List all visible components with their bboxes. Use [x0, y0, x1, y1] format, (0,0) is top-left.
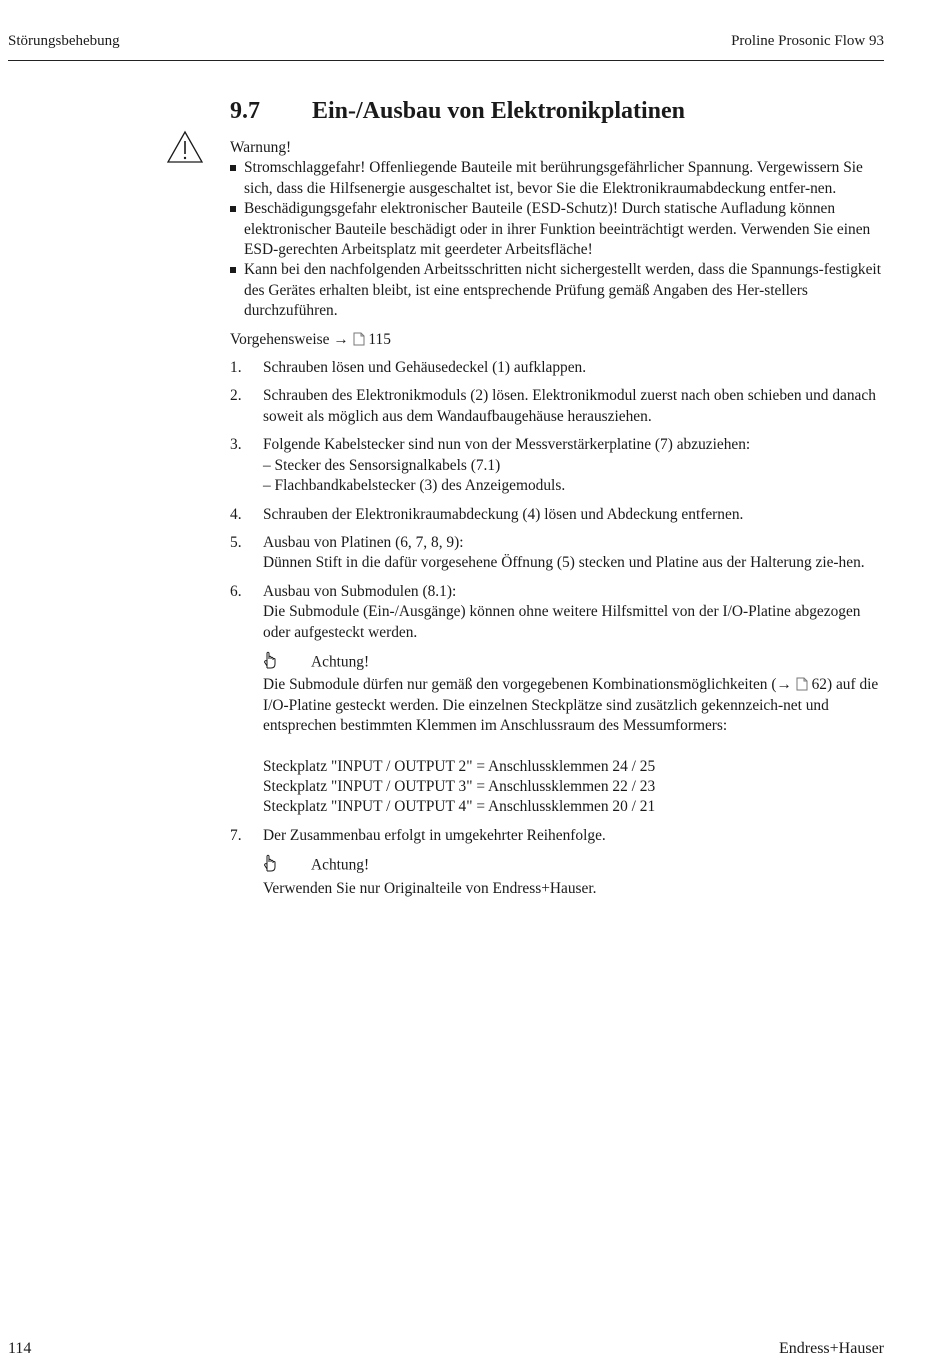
caution-label: Achtung! — [311, 856, 370, 874]
pointing-hand-icon — [263, 854, 311, 878]
step-item: 6. Ausbau von Submodulen (8.1): Die Submodule (Ein-/Ausgänge) können ohne weitere Hilfsmittel von der I/O-Platine abgezogen oder aufgesteckt werden. Achtung! Die Submodule dürfen nur gemäß den vorgegebenen Kombinationsmöglichkeiten (→ 62) auf die I/O-Platine gesteckt werden. Die einzelnen Steckplätze sind zusätzlich gekennzeich-net und entsprechen bestimmten Klemmen im Anschlussraum des Messumformers: Steckplatz "INPUT / OUTPUT 2" = Anschlussklemmen 24 / 25 Steckplatz "INPUT / OUTPUT 3" = Anschlussklemmen 22 / 23 Steckplatz "INPUT / OUTPUT 4" = Anschlussklemmen 20 / 21 — [230, 582, 885, 818]
warning-item: Kann bei den nachfolgenden Arbeitsschritten nicht sichergestellt werden, dass die Spannungs-festigkeit des Gerätes erhalten bleibt, ist eine entsprechende Prüfung gemäß Angaben des Her-stellers durchzuführen. — [230, 260, 885, 321]
page-reference-link[interactable]: 62 — [811, 676, 827, 694]
slot-mapping: Steckplatz "INPUT / OUTPUT 4" = Anschlussklemmen 20 / 21 — [263, 798, 656, 816]
header-product: Proline Prosonic Flow 93 — [731, 33, 884, 49]
sub-item: – Flachbandkabelstecker (3) des Anzeigemoduls. — [263, 477, 566, 495]
slot-mapping: Steckplatz "INPUT / OUTPUT 3" = Anschlussklemmen 22 / 23 — [263, 777, 656, 795]
bullet-square-icon — [230, 206, 236, 212]
warning-item: Beschädigungsgefahr elektronischer Bauteile (ESD-Schutz)! Durch statische Aufladung können elektronischer Bauteile beschädigt oder in ihrer Funktion beeinträchtigt werden. Verwenden Sie einen ESD-gerechten Arbeitsplatz mit geerdeter Arbeitsfläche! — [230, 199, 885, 260]
step-item: 2. Schrauben des Elektronikmoduls (2) lösen. Elektronikmodul zuerst nach oben schieben und danach soweit als möglich aus dem Wandaufbaugehäuse herausziehen. — [230, 387, 876, 425]
step-item: 5. Ausbau von Platinen (6, 7, 8, 9): Dünnen Stift in die dafür vorgesehene Öffnung (5) stecken und Platine aus der Halterung zie-hen. — [230, 533, 865, 572]
caution-note: Achtung! Die Submodule dürfen nur gemäß den vorgegebenen Kombinationsmöglichkeiten (→ 62) auf die I/O-Platine gesteckt werden. Die einzelnen Steckplätze sind zusätzlich gekennzeich-net und entsprechen bestimmten Klemmen im Anschlussraum des Messumformers: Steckplatz "INPUT / OUTPUT 2" = Anschlussklemmen 24 / 25 Steckplatz "INPUT / OUTPUT 3" = Anschlussklemmen 22 / 23 Steckplatz "INPUT / OUTPUT 4" = Anschlussklemmen 20 / 21 — [263, 651, 885, 818]
main-content — [230, 96, 885, 907]
page-reference-icon — [353, 332, 365, 346]
warning-triangle-icon — [166, 130, 204, 164]
step-item: 7. Der Zusammenbau erfolgt in umgekehrter Reihenfolge. Achtung! Verwenden Sie nur Originalteile von Endress+Hauser. — [230, 826, 885, 899]
page-header — [8, 30, 884, 61]
arrow-right-icon: → — [333, 330, 349, 348]
warning-list — [230, 158, 885, 321]
warning-label: Warnung! — [230, 139, 292, 156]
sub-item: – Stecker des Sensorsignalkabels (7.1) — [263, 456, 501, 474]
page-reference-link[interactable]: 115 — [368, 330, 391, 348]
caution-label: Achtung! — [311, 653, 370, 671]
procedure-reference: Vorgehensweise → 115 — [230, 330, 391, 348]
slot-mapping: Steckplatz "INPUT / OUTPUT 2" = Anschlussklemmen 24 / 25 — [263, 757, 656, 775]
steps-list — [230, 358, 885, 899]
page-number: 114 — [8, 1340, 32, 1357]
step-item: 4. Schrauben der Elektronikraumabdeckung (4) lösen und Abdeckung entfernen. — [230, 505, 744, 523]
section-title: Ein-/Ausbau von Elektronikplatinen — [312, 98, 686, 124]
section-number: 9.7 — [230, 98, 260, 124]
header-chapter: Störungsbehebung — [8, 33, 120, 49]
bullet-square-icon — [230, 165, 236, 171]
warning-item: Stromschlaggefahr! Offenliegende Bauteile mit berührungsgefährlicher Spannung. Vergewissern Sie sich, dass die Hilfsenergie ausgeschaltet ist, bevor Sie die Elektronikraumabdeckung entfer-nen. — [230, 158, 885, 199]
pointing-hand-icon — [263, 651, 311, 675]
caution-note: Achtung! Verwenden Sie nur Originalteile von Endress+Hauser. — [263, 854, 885, 899]
footer-brand: Endress+Hauser — [779, 1340, 884, 1357]
step-item: 3. Folgende Kabelstecker sind nun von der Messverstärkerplatine (7) abzuziehen: – Stecker des Sensorsignalkabels (7.1) – Flachbandkabelstecker (3) des Anzeigemoduls. — [230, 435, 885, 496]
page-reference-icon — [796, 677, 808, 691]
section-heading — [230, 96, 885, 126]
step-item: 1. Schrauben lösen und Gehäusedeckel (1) aufklappen. — [230, 359, 587, 377]
bullet-square-icon — [230, 267, 236, 273]
